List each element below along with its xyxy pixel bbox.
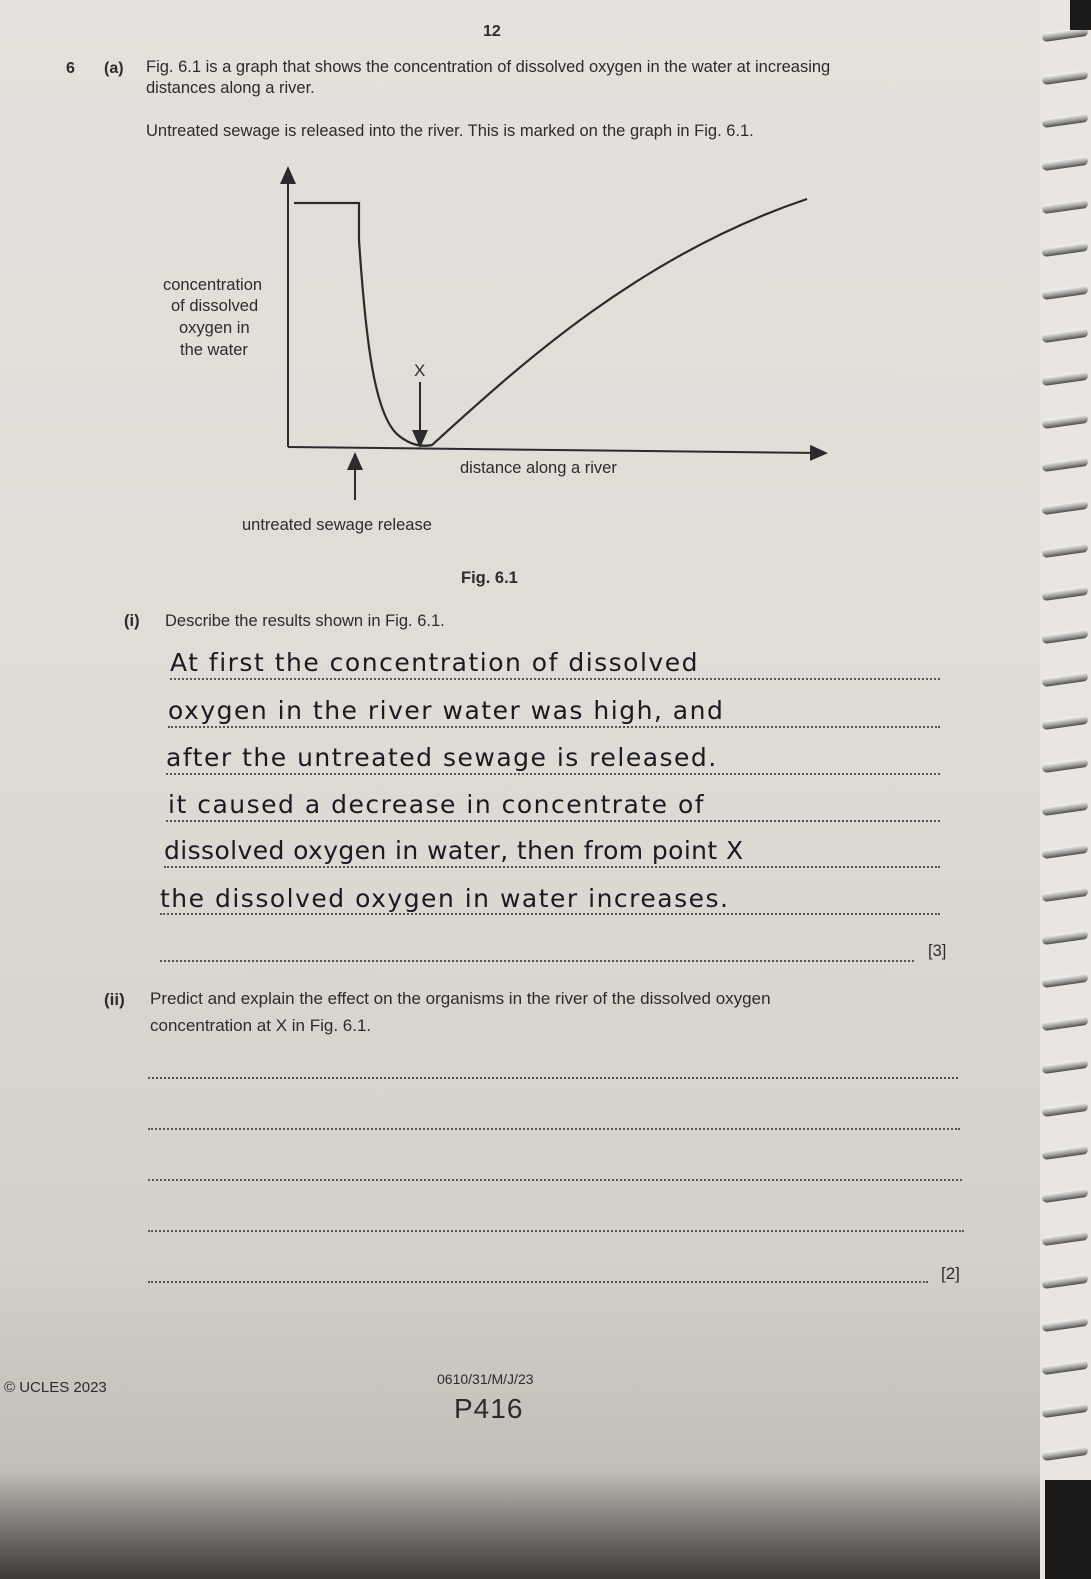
spiral-ring [1042, 586, 1089, 601]
x-axis-label: distance along a river [460, 459, 617, 477]
notebook-spiral-binding [1040, 0, 1091, 1579]
answer-line [148, 1179, 962, 1181]
spiral-ring [1042, 930, 1089, 945]
question-ii-marks: [2] [941, 1264, 960, 1283]
spiral-ring [1042, 1059, 1089, 1074]
intro-line-1: Fig. 6.1 is a graph that shows the concentration of dissolved oxygen in the water at increasing [146, 58, 831, 76]
spiral-ring [1042, 457, 1089, 472]
question-ii-text-line-2: concentration at X in Fig. 6.1. [150, 1016, 372, 1035]
spiral-ring [1042, 328, 1089, 343]
handwritten-answer-line: the dissolved oxygen in water increases. [160, 884, 730, 913]
paper-code: 0610/31/M/J/23 [437, 1371, 534, 1387]
binding-edge [1045, 1480, 1091, 1579]
question-i-text: Describe the results shown in Fig. 6.1. [165, 612, 445, 630]
spiral-ring [1042, 844, 1089, 859]
spiral-ring [1042, 414, 1089, 429]
y-axis-label-line-2: of dissolved [171, 297, 259, 315]
spiral-ring [1042, 672, 1089, 687]
spiral-ring [1042, 70, 1089, 85]
part-a-label: (a) [104, 60, 124, 77]
spiral-ring [1042, 242, 1089, 257]
sewage-sentence: Untreated sewage is released into the river. This is marked on the graph in Fig. 6.1. [146, 122, 754, 140]
spiral-ring [1042, 1360, 1089, 1375]
page-number: 12 [483, 23, 501, 40]
spiral-ring [1042, 1016, 1089, 1031]
spiral-ring [1042, 758, 1089, 773]
answer-line [160, 960, 914, 962]
answer-line [148, 1281, 928, 1283]
oxygen-curve [294, 199, 807, 446]
intro-line-2: distances along a river. [146, 79, 315, 97]
spiral-ring [1042, 1274, 1089, 1289]
spiral-ring [1042, 1403, 1089, 1418]
question-i-marks: [3] [928, 942, 947, 960]
binding-edge [1070, 0, 1091, 30]
question-number: 6 [66, 60, 75, 77]
question-i-label: (i) [124, 612, 140, 630]
handwritten-answer-line: it caused a decrease in concentrate of [168, 790, 706, 819]
question-ii-text-line-1: Predict and explain the effect on the organisms in the river of the dissolved oxygen [150, 989, 771, 1008]
spiral-ring [1042, 156, 1089, 171]
spiral-ring [1042, 1188, 1089, 1203]
spiral-ring [1042, 973, 1089, 988]
answer-line [148, 1077, 958, 1079]
page-shadow [0, 1470, 1040, 1579]
spiral-ring [1042, 887, 1089, 902]
handwritten-page-mark: P416 [454, 1393, 524, 1424]
spiral-ring [1042, 199, 1089, 214]
y-axis-label-line-1: concentration [163, 276, 263, 294]
handwritten-answer-line: At first the concentration of dissolved [170, 648, 699, 677]
answer-line [166, 820, 940, 822]
answer-line [168, 726, 940, 728]
point-x-label: X [414, 361, 426, 380]
spiral-ring [1042, 543, 1089, 558]
answer-line [148, 1128, 960, 1130]
spiral-ring [1042, 371, 1089, 386]
answer-line [164, 866, 940, 868]
handwritten-answer-line: dissolved oxygen in water, then from point X [164, 836, 744, 865]
answer-line [160, 913, 940, 915]
answer-line [166, 773, 940, 775]
sewage-release-label: untreated sewage release [242, 516, 432, 534]
y-axis-label-line-4: the water [180, 341, 248, 359]
spiral-ring [1042, 1317, 1089, 1332]
figure-6-1-graph [280, 160, 840, 500]
spiral-ring [1042, 629, 1089, 644]
spiral-ring [1042, 113, 1089, 128]
spiral-ring [1042, 1231, 1089, 1246]
spiral-ring [1042, 1102, 1089, 1117]
spiral-ring [1042, 715, 1089, 730]
spiral-ring [1042, 801, 1089, 816]
spiral-ring [1042, 500, 1089, 515]
answer-line [148, 1230, 964, 1232]
spiral-ring [1042, 285, 1089, 300]
spiral-ring [1042, 1446, 1089, 1461]
handwritten-answer-line: after the untreated sewage is released. [166, 743, 718, 772]
y-axis-label-line-3: oxygen in [179, 319, 250, 337]
question-ii-label: (ii) [104, 990, 125, 1009]
figure-caption: Fig. 6.1 [461, 569, 518, 587]
handwritten-answer-line: oxygen in the river water was high, and [168, 696, 725, 725]
spiral-ring [1042, 1145, 1089, 1160]
answer-line [170, 678, 940, 680]
copyright: © UCLES 2023 [4, 1379, 107, 1396]
x-axis [288, 447, 820, 453]
